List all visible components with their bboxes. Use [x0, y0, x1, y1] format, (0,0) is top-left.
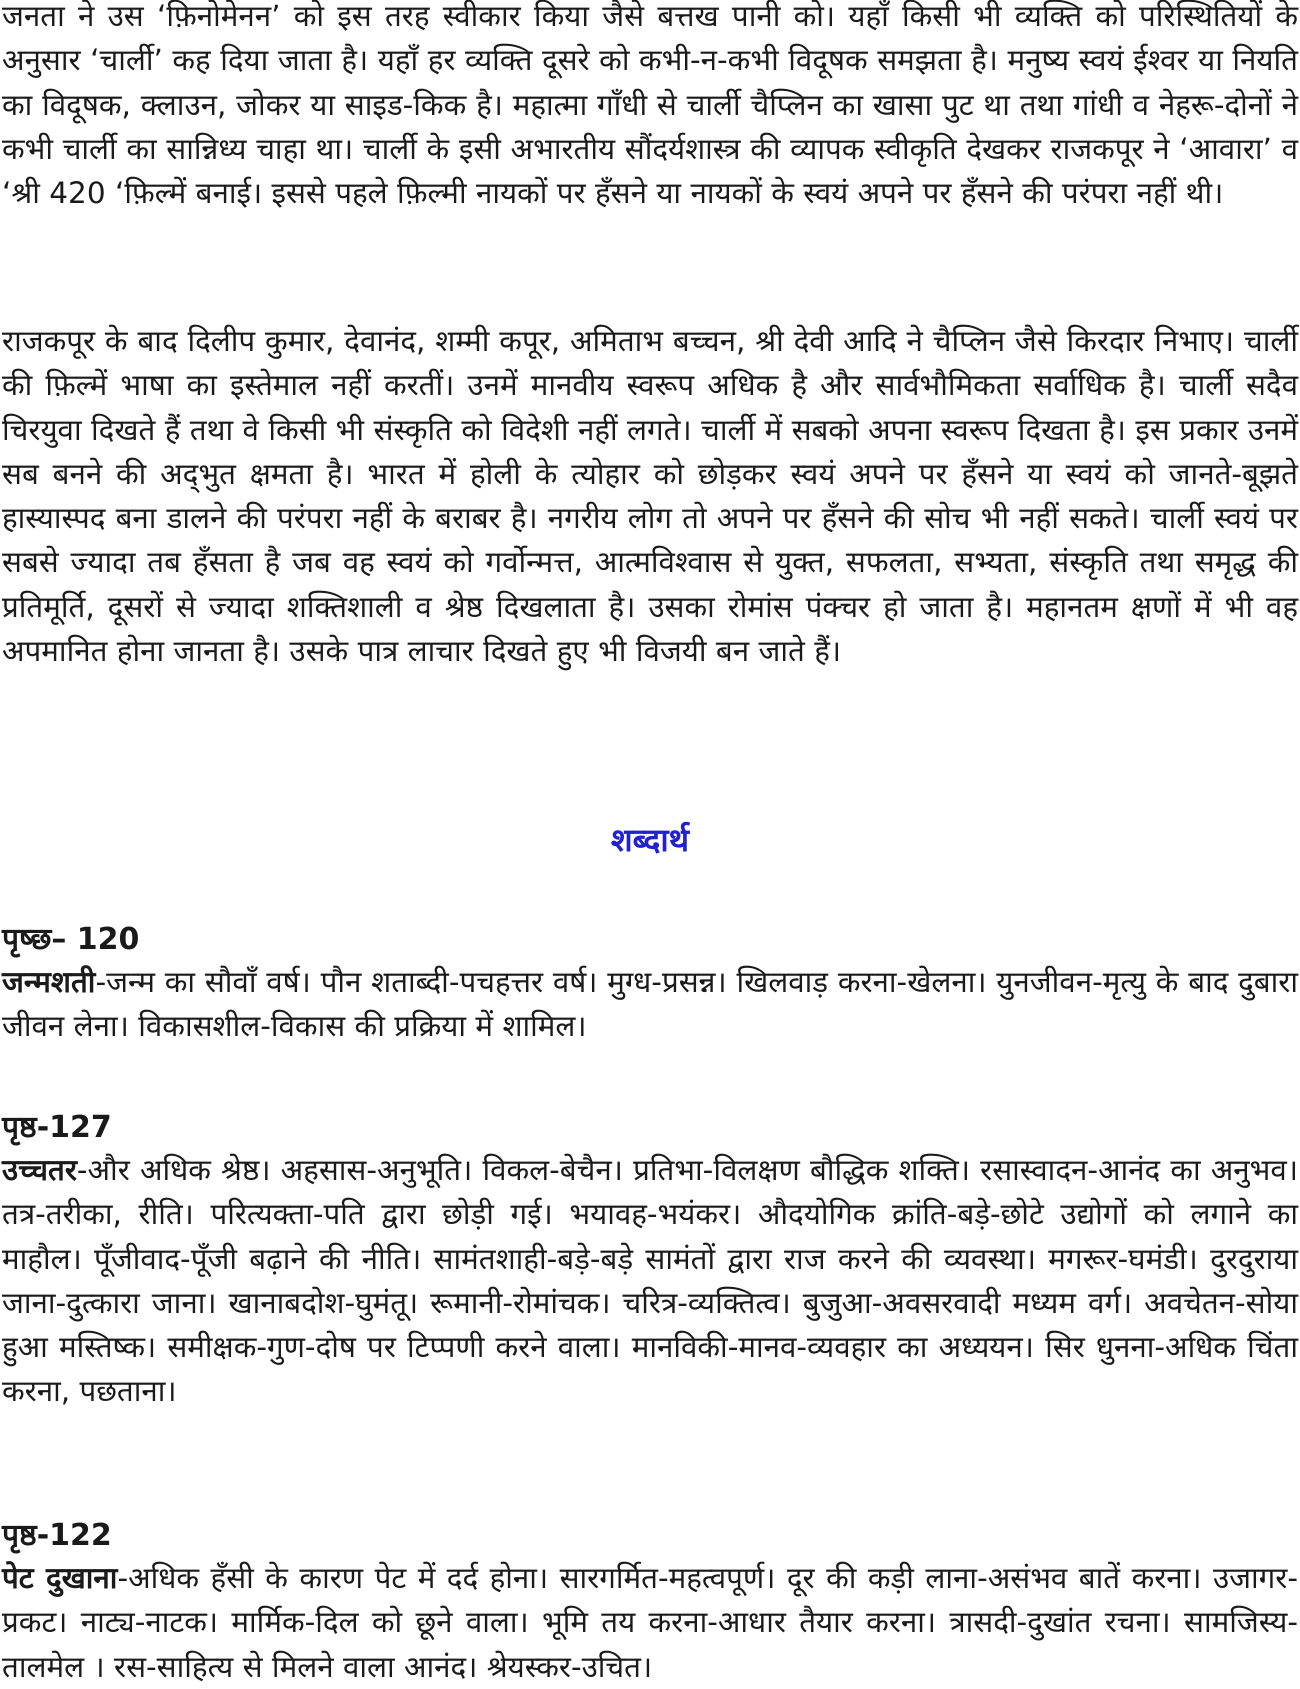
lead-term: जन्मशती [2, 965, 96, 999]
glossary-section-page-120 [2, 920, 1298, 1049]
glossary-section-page-127 [2, 1108, 1298, 1414]
paragraph-2: राजकपूर के बाद दिलीप कुमार, देवानंद, शम्मी कपूर, अमिताभ बच्चन, श्री देवी आदि ने चैप्लिन जैसे किरदार निभाए। चार्ली की फ़िल्में भाषा का इस्तेमाल नहीं करतीं। उनमें मानवीय स्वरूप अधिक है और सार्वभौमिकता सर्वाधिक है। चार्ली सदैव चिरयुवा दिखते हैं तथा वे किसी भी संस्कृति को विदेशी नहीं लगते। चार्ली में सबको अपना स्वरूप दिखता है। इस प्रकार उनमें सब बनने की अद्‌भुत क्षमता है। भारत में होली के त्योहार को छोड़कर स्वयं अपने पर हँसने या स्वयं को जानते-बूझते हास्यास्पद बना डालने की परंपरा नहीं के बराबर है। नगरीय लोग तो अपने पर हँसने की सोच भी नहीं सकते। चार्ली स्वयं पर सबसे ज्यादा तब हँसता है जब वह स्वयं को गर्वोन्मत्त, आत्मविश्वास से युक्त, सफलता, सभ्यता, संस्कृति तथा समृद्ध की प्रतिमूर्ति, दूसरों से ज्यादा शक्तिशाली व श्रेष्ठ दिखलाता है। उसका रोमांस पंक्चर हो जाता है। महानतम क्षणों में भी वह अपमानित होना जानता है। उसके पात्र लाचार दिखते हुए भी विजयी बन जाते हैं। [2, 324, 1298, 669]
lead-term: पेट दुखाना [2, 1561, 118, 1595]
section-text [2, 960, 1298, 1049]
section-title: पृष्ठ-122 [2, 1518, 112, 1553]
section-title: पृष्छ– 120 [2, 922, 140, 957]
paragraph-1: जनता ने उस ‘फ़िनोमेनन’ को इस तरह स्वीकार किया जैसे बत्तख पानी को। यहाँ किसी भी व्यक्ति को परिस्थितियों के अनुसार ‘चार्ली’ कह दिया जाता है। यहाँ हर व्यक्ति दूसरे को कभी-न-कभी विदूषक समझता है। मनुष्य स्वयं ईश्वर या नियति का विदूषक, क्लाउन, जोकर या साइड-किक है। महात्मा गाँधी से चार्ली चैप्लिन का खासा पुट था तथा गांधी व नेहरू-दोनों ने कभी चार्ली का सान्निध्य चाहा था। चार्ली के इसी अभारतीय सौंदर्यशास्त्र की व्यापक स्वीकृति देखकर राजकपूर ने ‘आवारा’ व ‘श्री 420 ‘फ़िल्में बनाई। इससे पहले फ़िल्मी नायकों पर हँसने या नायकों के स्वयं अपने पर हँसने की परंपरा नहीं थी। [2, 0, 1298, 211]
lead-term: उच्चतर [2, 1153, 77, 1187]
section-text [2, 1148, 1298, 1414]
glossary-heading: शब्दार्थ [610, 821, 690, 859]
section-title: पृष्ठ-127 [2, 1110, 112, 1145]
definition-text: -जन्म का सौवाँ वर्ष। पौन शताब्दी-पचहत्तर वर्ष। मुग्ध-प्रसन्न। खिलवाड़ करना-खेलना। युनजीवन-मृत्यु के बाद दुबारा जीवन लेना। विकासशील-विकास की प्रक्रिया में शामिल। [2, 965, 1298, 1044]
section-text [2, 1556, 1298, 1689]
glossary-section-page-122 [2, 1516, 1298, 1689]
definition-text: -अधिक हँसी के कारण पेट में दर्द होना। सारगर्मित-महत्वपूर्ण। दूर की कड़ी लाना-असंभव बातें करना। उजागर-प्रकट। नाट्य-नाटक। मार्मिक-दिल को छूने वाला। भूमि तय करना-आधार तैयार करना। त्रासदी-दुखांत रचना। सामजिस्य-तालमेल । रस-साहित्य से मिलने वाला आनंद। श्रेयस्कर-उचित। [2, 1561, 1298, 1684]
definition-text: -और अधिक श्रेष्ठ। अहसास-अनुभूति। विकल-बेचैन। प्रतिभा-विलक्षण बौद्धिक शक्ति। रसास्वादन-आनंद का अनुभव। तत्र-तरीका, रीति। परित्यक्ता-पति द्वारा छोड़ी गई। भयावह-भयंकर। औदयोगिक क्रांति-बड़े-छोटे उद्योगों को लगाने का माहौल। पूँजीवाद-पूँजी बढ़ाने की नीति। सामंतशाही-बड़े-बड़े सामंतों द्वारा राज करने की व्यवस्था। मगरूर-घमंडी। दुरदुराया जाना-दुत्कारा जाना। खानाबदोश-घुमंतू। रूमानी-रोमांचक। चरित्र-व्यक्तित्व। बुजुआ-अवसरवादी मध्यम वर्ग। अवचेतन-सोया हुआ मस्तिष्क। समीक्षक-गुण-दोष पर टिप्पणी करने वाला। मानविकी-मानव-व्यवहार का अध्ययन। सिर धुनना-अधिक चिंता करना, पछताना। [2, 1153, 1298, 1409]
